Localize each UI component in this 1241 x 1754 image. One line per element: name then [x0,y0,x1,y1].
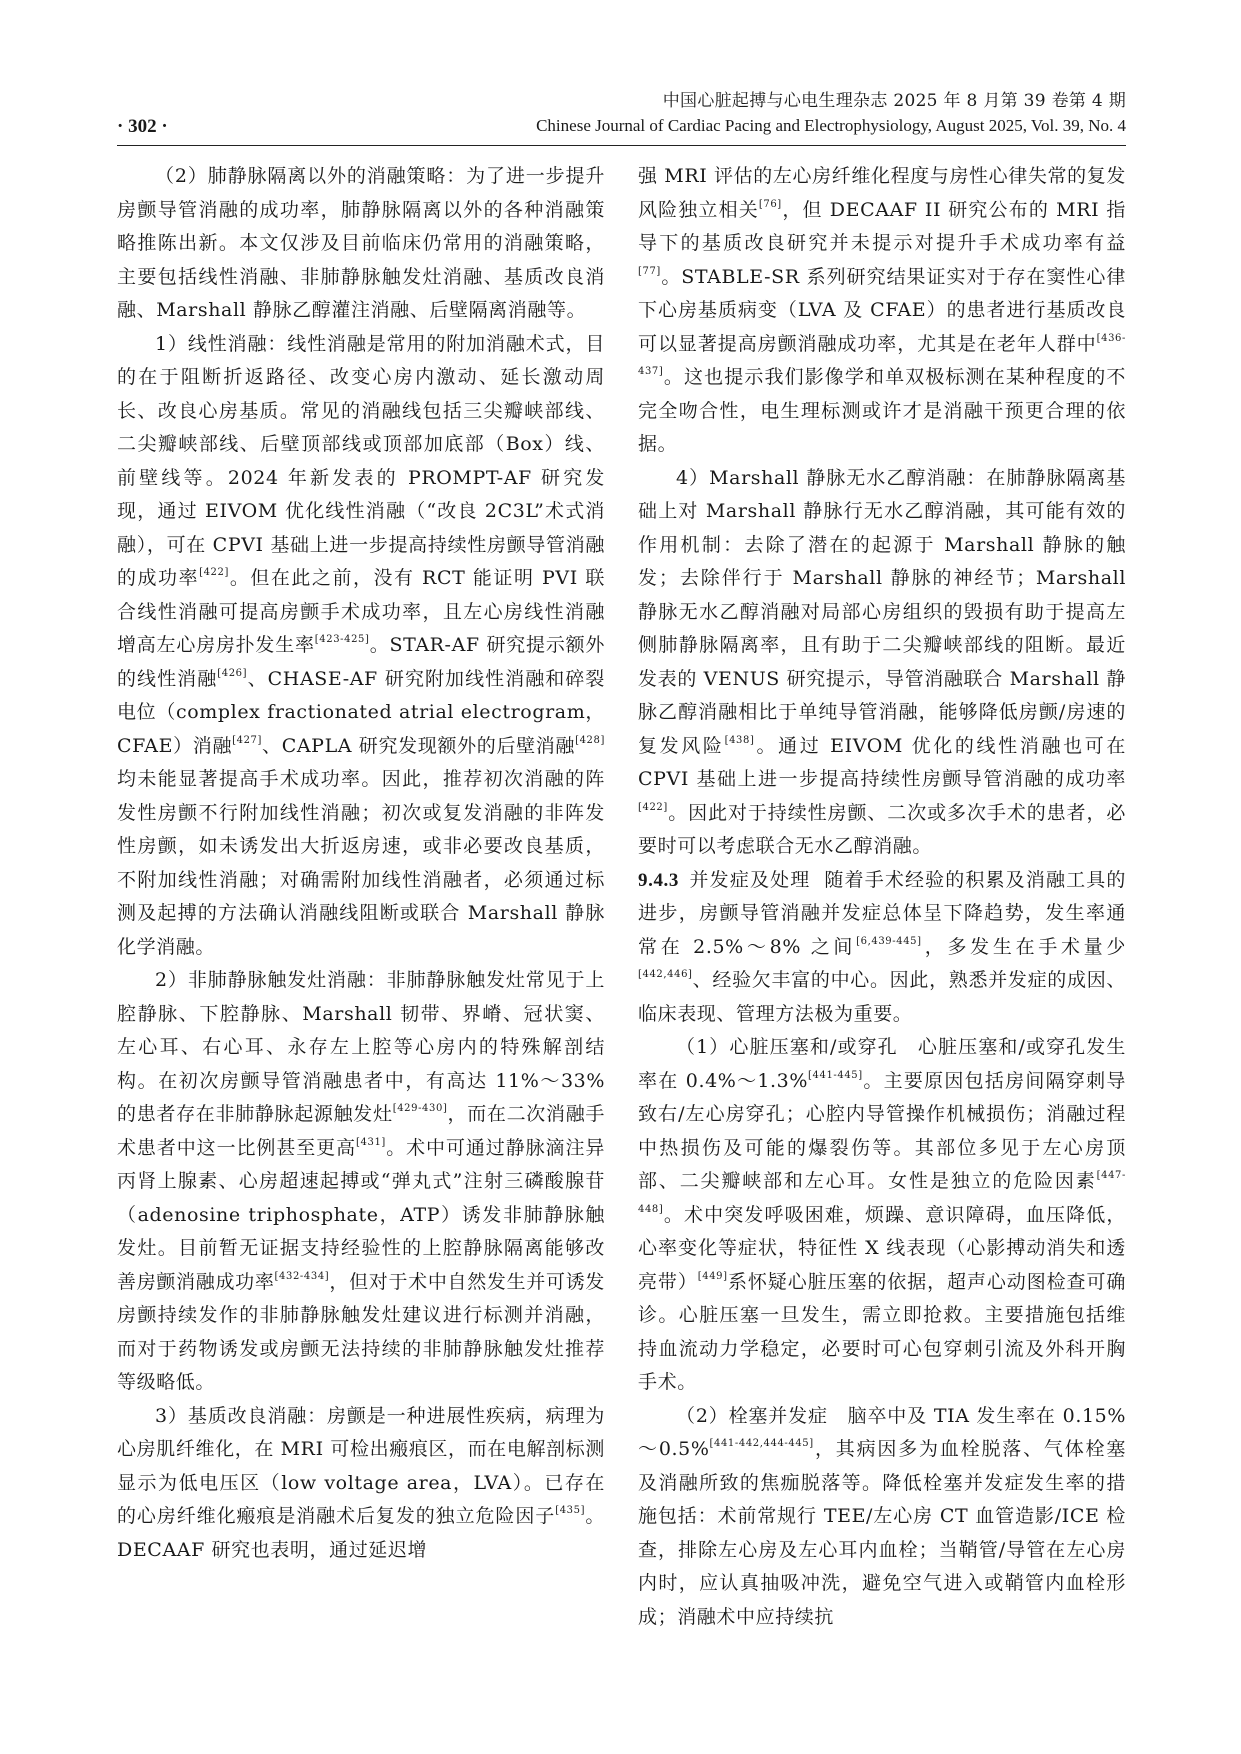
text-run: ，多发生在手术量少 [921,935,1126,958]
citation: [438] [724,734,755,746]
text-run: ，而在二次消融手术患者中这一比例甚至更高 [117,1103,605,1159]
right-column [638,160,1126,1634]
text-run: 均未能显著提高手术成功率。因此，推荐初次消融的阵发性房颤不行附加线性消融；初次或复发消融的非阵发性房颤，如未诱发出大折返房速，或非必要改良基质，不附加线性消融；对确需附加线性消融者，必须通过标测及起搏的方法确认消融线阻断或联合 Marshall 静脉化学消融。 [117,768,605,958]
citation: [441-445] [808,1069,863,1081]
paragraph [638,160,1126,462]
text-run: 。因此对于持续性房颤、二次或多次手术的患者，必要时可以考虑联合无水乙醇消融。 [638,801,1126,857]
paragraph [117,1400,605,1568]
text-run: 。DECAAF 研究也表明，通过延迟增 [117,1505,605,1561]
text-run: 。STABLE-SR 系列研究结果证实对于存在窦性心律下心房基质病变（LVA 及 CFAE）的患者进行基质改良可以显著提高房颤消融成功率，尤其是在老年人群中 [638,265,1126,355]
section-number: 9.4.3 [638,869,679,891]
text-run: 。术中可通过静脉滴注异丙肾上腺素、心房超速起搏或“弹丸式”注射三磷酸腺苷（adenosine triphosphate，ATP）诱发非肺静脉触发灶。目前暂无证据支持经验性的上腔静脉隔离能够改善房颤消融成功率 [117,1136,605,1293]
citation: [422] [638,801,668,813]
text-run: 强 MRI 评估的左心房纤维化程度与房性心律失常的复发风险独立相关 [638,165,1126,221]
text-run: 。STAR-AF 研究提示额外的线性消融 [117,634,605,690]
header-rule [117,145,1126,146]
text-run: 2）非肺静脉触发灶消融：非肺静脉触发灶常见于上腔静脉、下腔静脉、Marshall 韧带、界嵴、冠状窦、左心耳、右心耳、永存左上腔等心房内的特殊解剖结构。在初次房颤导管消融患者中，有高达 11%～33% 的患者存在非肺静脉起源触发灶 [117,969,605,1125]
paragraph [117,964,605,1400]
citation: [431] [356,1136,386,1148]
citation: [76] [758,198,782,210]
paragraph [638,1031,1126,1400]
text-run: （2）栓塞并发症 脑卒中及 TIA 发生率在 0.15%～0.5% [638,1404,1126,1460]
citation: [442,446] [638,969,693,980]
text-run: 1）线性消融：线性消融是常用的附加消融术式，目的在于阻断折返路径、改变心房内激动、延长激动周长、改良心房基质。常见的消融线包括三尖瓣峡部线、二尖瓣峡部线、后壁顶部线或顶部加底部（Box）线、前壁线等。2024 年新发表的 PROMPT-AF 研究发现，通过 EIVOM 优化线性消融（“改良 2C3L”术式消融），可在 CPVI 基础上进一步提高持续性房颤导管消融的成功率 [117,332,605,589]
citation: [77] [638,265,661,277]
text-run: ，但对于术中自然发生并可诱发房颤持续发作的非肺静脉触发灶建议进行标测并消融，而对于药物诱发或房颤无法持续的非肺静脉触发灶推荐等级略低。 [117,1270,605,1393]
text-run: 。术中突发呼吸困难，烦躁、意识障碍，血压降低，心率变化等症状，特征性 X 线表现（心影搏动消失和透亮带） [638,1203,1126,1293]
citation: [435] [555,1505,586,1516]
text-run: 。通过 EIVOM 优化的线性消融也可在 CPVI 基础上进一步提高持续性房颤导管消融的成功率 [638,734,1126,790]
paragraph [638,864,1126,1032]
citation: [441-442,444-445] [709,1438,814,1449]
text-run: 。主要原因包括房间隔穿刺导致右/左心房穿孔；心腔内导管操作机械损伤；消融过程中热损伤及可能的爆裂伤等。其部位多见于左心房顶部、二尖瓣峡部和左心耳。女性是独立的危险因素 [638,1069,1126,1192]
text-run: 系怀疑心脏压塞的依据，超声心动图检查可确诊。心脏压塞一旦发生，需立即抢救。主要措施包括维持血流动力学稳定，必要时可心包穿刺引流及外科开胸手术。 [638,1270,1126,1393]
left-column [117,160,605,1567]
text-run: ，但 DECAAF II 研究公布的 MRI 指导下的基质改良研究并未提示对提升手术成功率有益 [638,198,1126,254]
text-run: （2）肺静脉隔离以外的消融策略：为了进一步提升房颤导管消融的成功率，肺静脉隔离以外的各种消融策略推陈出新。本文仅涉及目前临床仍常用的消融策略，主要包括线性消融、非肺静脉触发灶消融、基质改良消融、Marshall 静脉乙醇灌注消融、后壁隔离消融等。 [117,165,605,321]
citation: [427] [232,734,262,746]
citation: [422] [199,567,229,578]
text-run: 、CAPLA 研究发现额外的后壁消融 [262,734,576,757]
citation: [447-448] [638,1170,1126,1215]
text-run: 。这也提示我们影像学和单双极标测在某种程度的不完全吻合性，电生理标测或许才是消融干预更合理的依据。 [638,366,1126,455]
citation: [436-437] [638,332,1126,377]
paragraph [638,1400,1126,1635]
citation: [6,439-445] [856,935,922,947]
citation: [423-425] [314,634,370,645]
paragraph [638,462,1126,864]
citation: [428] [575,734,605,746]
paragraph [117,160,605,328]
citation: [429-430] [392,1103,448,1114]
text-run: ，其病因多为血栓脱落、气体栓塞及消融所致的焦痂脱落等。降低栓塞并发症发生率的措施包括：术前常规行 TEE/左心房 CT 血管造影/ICE 检查，排除左心房及左心耳内血栓；当鞘管/导管在左心房内时，应认真抽吸冲洗，避免空气进入或鞘管内血栓形成；消融术中应持续抗 [638,1438,1126,1628]
page-number: · 302 · [117,116,168,137]
text-run: 、经验欠丰富的中心。因此，熟悉并发症的成因、临床表现、管理方法极为重要。 [638,969,1126,1025]
citation: [449] [697,1270,728,1282]
citation: [432-434] [274,1270,330,1282]
paragraph [117,328,605,965]
citation: [426] [217,667,248,679]
text-run: 。但在此之前，没有 RCT 能证明 PVI 联合线性消融可提高房颤手术成功率，且左心房线性消融增高左心房房扑发生率 [117,567,605,656]
text-run: （1）心脏压塞和/或穿孔 心脏压塞和/或穿孔发生率在 0.4%～1.3% [638,1036,1126,1092]
text-run: 、CHASE-AF 研究附加线性消融和碎裂电位（complex fractionated atrial electrogram，CFAE）消融 [117,667,605,757]
journal-title-en: Chinese Journal of Cardiac Pacing and Electrophysiology, August 2025, Vol. 39, No. 4 [536,116,1126,135]
text-run: 4）Marshall 静脉无水乙醇消融：在肺静脉隔离基础上对 Marshall 静脉行无水乙醇消融，其可能有效的作用机制：去除了潜在的起源于 Marshall 静脉的触发；去除伴行于 Marshall 静脉的神经节；Marshall 静脉无水乙醇消融对局部心房组织的毁损有助于提高左侧肺静脉隔离率，且有助于二尖瓣峡部线的阻断。最近发表的 VENUS 研究提示，导管消融联合 Marshall 静脉乙醇消融相比于单纯导管消融，能够降低房颤/房速的复发风险 [638,466,1126,757]
section-heading: 并发症及处理 [689,868,811,891]
page-header [117,78,1126,138]
journal-title-cn: 中国心脏起搏与心电生理杂志 2025 年 8 月第 39 卷第 4 期 [662,91,1126,111]
text-run: 3）基质改良消融：房颤是一种进展性疾病，病理为心房肌纤维化，在 MRI 可检出瘢痕区，而在电解剖标测显示为低电压区（low voltage area，LVA）。已存在的心房纤维化瘢痕是消融术后复发的独立危险因子 [117,1404,605,1527]
text-run: 随着手术经验的积累及消融工具的进步，房颤导管消融并发症总体呈下降趋势，发生率通常在 2.5%～8% 之间 [638,868,1126,958]
